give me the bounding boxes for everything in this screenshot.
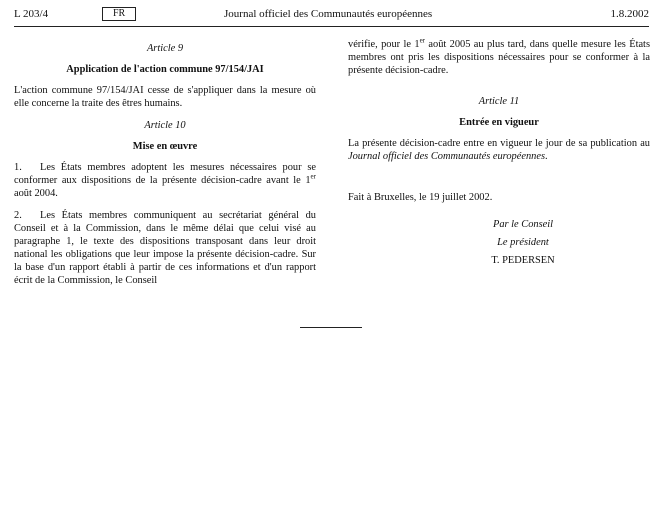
place-and-date: Fait à Bruxelles, le 19 juillet 2002.	[348, 192, 493, 203]
signature-block	[468, 218, 578, 267]
paragraph-text: Les États membres adoptent les mesures nécessaires pour se conformer aux dispositions de la présente décision-cadre avant le 1	[14, 162, 316, 186]
article-10-paragraph-2	[14, 209, 316, 287]
signature-council: Par le Conseil	[492, 219, 554, 230]
article-11-title: Entrée en vigueur	[459, 117, 539, 128]
article-11-text-a: La présente décision-cadre entre en vigueur le jour de sa publication au	[348, 138, 650, 149]
paragraph-text-tail: août 2004.	[14, 188, 58, 199]
article-11-text	[348, 137, 650, 163]
right-column	[348, 38, 650, 272]
article-10-continuation	[348, 38, 650, 77]
article-11-text-b: .	[545, 151, 548, 162]
end-divider	[300, 327, 362, 328]
continuation-text: vérifie, pour le 1	[348, 39, 420, 50]
ordinal-superscript: er	[419, 36, 426, 45]
paragraph-number: 2.	[14, 210, 22, 221]
continuation-text-tail: août 2005 au plus tard, dans quelle mesure les États membres ont pris les dispositions nécessaires pour se conformer à la présente décision-cadre.	[348, 39, 650, 76]
journal-title: Journal officiel des Communautés européennes	[224, 8, 433, 20]
language-badge: FR	[102, 7, 136, 21]
article-11-label: Article 11	[478, 96, 520, 107]
article-9-title: Application de l'action commune 97/154/JAI	[66, 64, 264, 75]
paragraph-number: 1.	[14, 162, 22, 173]
article-9-label: Article 9	[146, 43, 184, 54]
signature-name: T. PEDERSEN	[491, 255, 555, 266]
paragraph-text: Les États membres communiquent au secrétariat général du Conseil et à la Commission, dans le même délai que celui visé au paragraphe 1, le texte des dispositions transposant dans leur droit national les obligations que leur impose la présente décision-cadre. Sur la base d'un rapport établi à partir de ces informations et d'un rapport écrit de la Commission, le Conseil	[14, 210, 316, 286]
publication-date: 1.8.2002	[610, 8, 649, 20]
left-column	[14, 38, 316, 296]
journal-reference: Journal officiel des Communautés européennes	[348, 151, 546, 162]
ordinal-superscript: er	[310, 172, 316, 181]
article-9-text: L'action commune 97/154/JAI cesse de s'appliquer dans la mesure où elle concerne la traite des êtres humains.	[14, 85, 316, 109]
signature-role: Le président	[497, 237, 549, 248]
page-reference: L 203/4	[14, 8, 49, 20]
article-10-label: Article 10	[144, 120, 186, 131]
page-header	[14, 0, 649, 27]
article-10-paragraph-1	[14, 161, 316, 200]
article-10-title: Mise en œuvre	[132, 141, 198, 152]
